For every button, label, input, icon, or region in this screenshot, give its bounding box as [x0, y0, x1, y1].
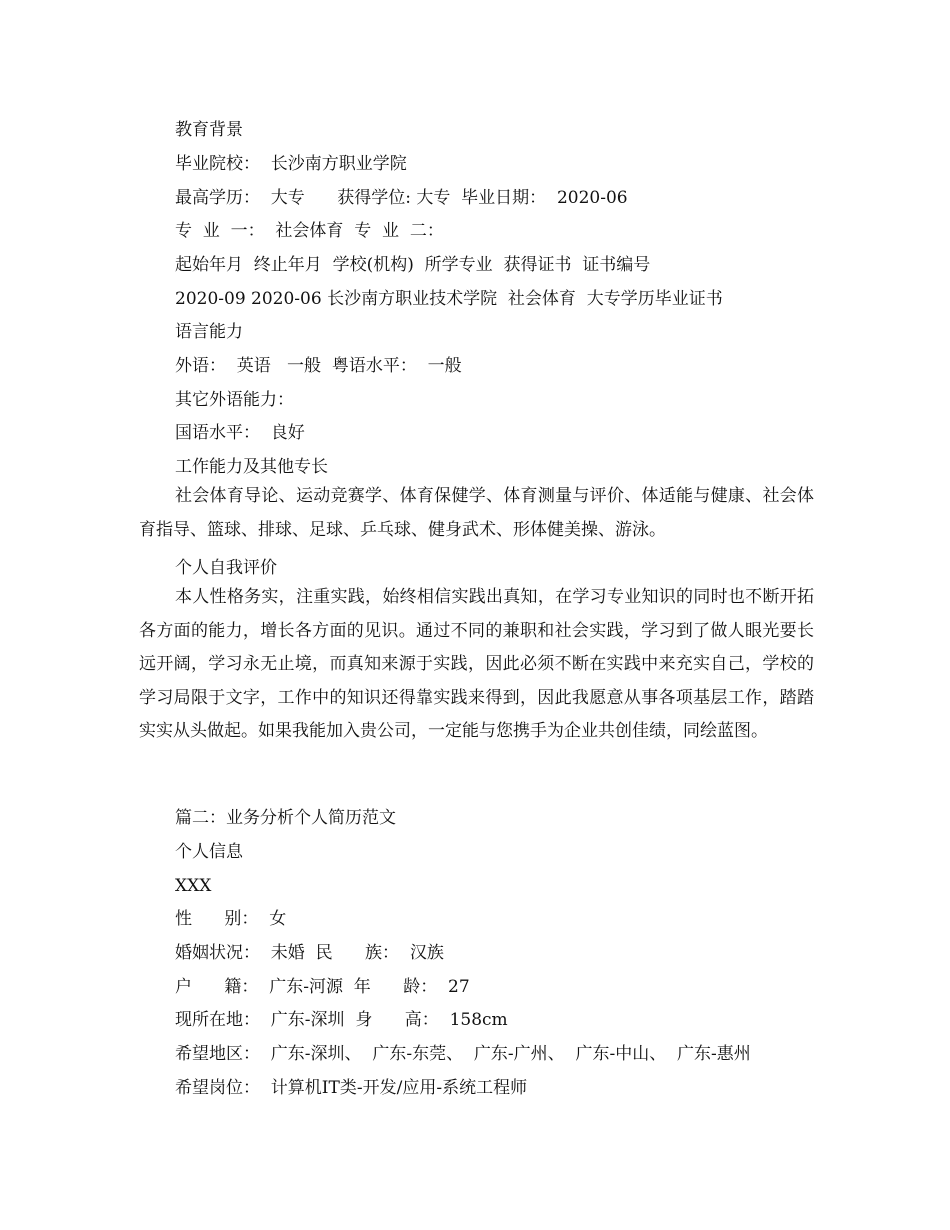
education-table-header: 起始年月 终止年月 学校(机构) 所学专业 获得证书 证书编号	[175, 255, 651, 275]
name-value: XXX	[175, 876, 212, 896]
foreign-language: 外语： 英语 一般 粤语水平： 一般	[175, 356, 462, 376]
location-height-row: 现所在地： 广东-深圳 身 高： 158cm	[175, 1010, 508, 1030]
marital-ethnicity-row: 婚姻状况： 未婚 民 族： 汉族	[175, 943, 444, 963]
education-table-row: 2020-09 2020-06 长沙南方职业技术学院 社会体育 大专学历毕业证书	[175, 289, 723, 309]
personal-info-heading: 个人信息	[175, 842, 243, 862]
education-heading: 教育背景	[175, 120, 243, 140]
self-evaluation-paragraph: 本人性格务实，注重实践，始终相信实践出真知，在学习专业知识的同时也不断开拓各方面的能力，增长各方面的见识。通过不同的兼职和社会实践，学习到了做人眼光要长远开阔，学习永无止境，而真知来源于实践，因此必须不断在实践中来充实自己，学校的学习局限于文字，工作中的知识还得靠实践来得到，因此我愿意从事各项基层工作，踏踏实实从头做起。如果我能加入贵公司，一定能与您携手为企业共创佳绩，同绘蓝图。	[139, 587, 814, 741]
skills-paragraph: 社会体育导论、运动竞赛学、体育保健学、体育测量与评价、体适能与健康、社会体育指导、篮球、排球、足球、乒乓球、健身武术、形体健美操、游泳。	[139, 486, 814, 540]
degree-info: 最高学历： 大专 获得学位: 大专 毕业日期： 2020-06	[175, 188, 628, 208]
skills-heading: 工作能力及其他专长	[175, 457, 328, 477]
article-heading: 篇二：业务分析个人简历范文	[175, 808, 396, 828]
desired-region-row: 希望地区： 广东-深圳、 广东-东莞、 广东-广州、 广东-中山、 广东-惠州	[175, 1044, 751, 1064]
language-heading: 语言能力	[175, 322, 243, 342]
gender-row: 性 别： 女	[175, 909, 287, 929]
desired-position-row: 希望岗位： 计算机IT类-开发/应用-系统工程师	[175, 1078, 528, 1098]
self-evaluation-heading: 个人自我评价	[175, 558, 277, 578]
hukou-age-row: 户 籍： 广东-河源 年 龄： 27	[175, 977, 470, 997]
other-language: 其它外语能力：	[175, 390, 294, 410]
major-info: 专 业 一： 社会体育 专 业 二：	[175, 221, 444, 241]
graduate-school: 毕业院校： 长沙南方职业学院	[175, 154, 407, 174]
mandarin-level: 国语水平： 良好	[175, 423, 305, 443]
